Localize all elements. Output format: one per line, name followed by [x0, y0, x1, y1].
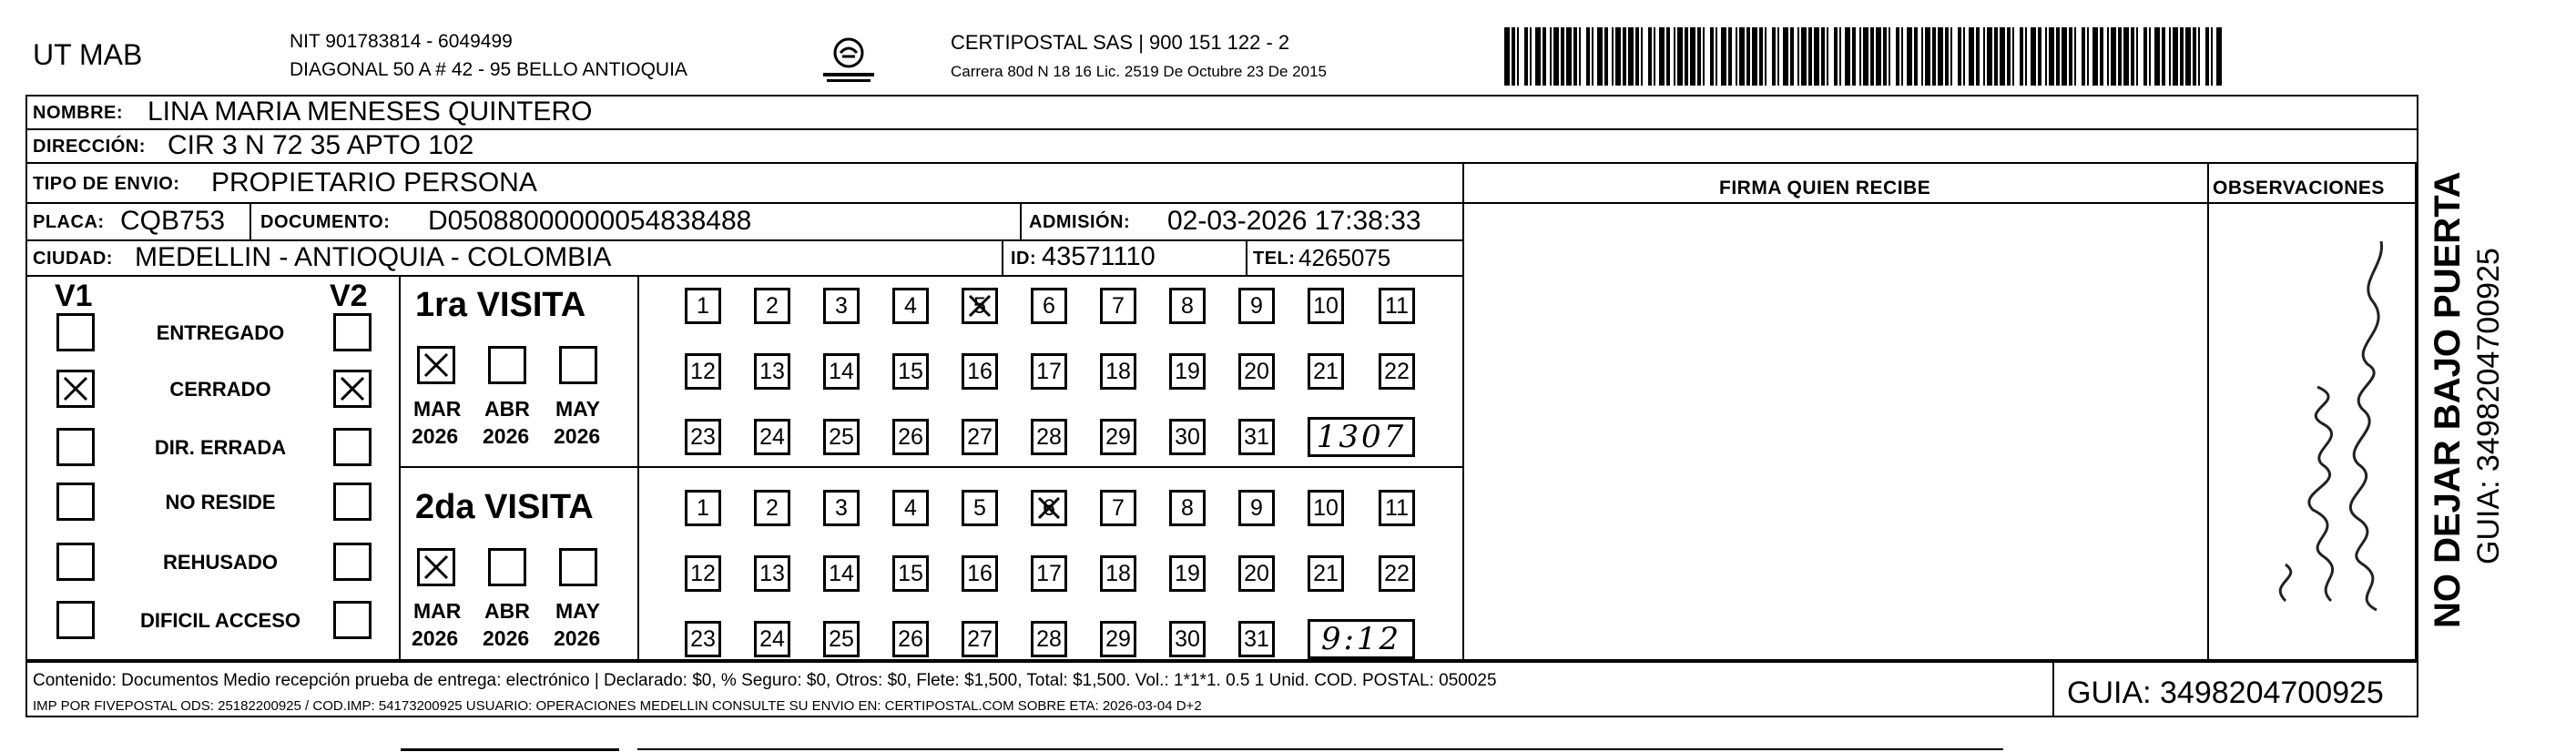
visit-day-number: 5: [973, 495, 986, 521]
row-divider: [25, 239, 1464, 241]
visit-day-number: 8: [1181, 495, 1194, 521]
recipient-name: LINA MARIA MENESES QUINTERO: [148, 97, 593, 127]
visit-year-label: 2026: [554, 626, 601, 650]
visit-day-box[interactable]: [892, 490, 929, 526]
visit-day-box[interactable]: [892, 288, 929, 324]
visit-day-box[interactable]: [962, 621, 998, 657]
visit-day-box[interactable]: [1031, 555, 1067, 592]
visit-day-box[interactable]: [1100, 419, 1136, 455]
visit-month-label: MAY: [555, 599, 600, 623]
visit-day-number: 12: [690, 359, 716, 384]
visit-day-number: 19: [1175, 561, 1200, 586]
visit-day-number: 1: [697, 293, 709, 319]
visit-day-box[interactable]: [823, 490, 860, 526]
footer-frame: [25, 661, 2418, 717]
visit-day-number: 28: [1036, 626, 1062, 652]
recipient-address: CIR 3 N 72 35 APTO 102: [168, 130, 474, 160]
visit-day-box[interactable]: [892, 621, 929, 657]
checkmark-x-icon: [1033, 493, 1064, 523]
cell-divider: [249, 202, 251, 239]
visit-day-box[interactable]: [754, 490, 790, 526]
cell-divider: [399, 466, 1464, 468]
sender-company: UT MAB: [33, 38, 143, 71]
handwritten-time: 1307: [1308, 417, 1415, 457]
visit-day-box[interactable]: [1379, 555, 1415, 592]
visit-month-checkbox[interactable]: [417, 346, 455, 384]
visit-day-number: 27: [967, 626, 993, 652]
status-v2-checkbox[interactable]: [333, 483, 372, 521]
barcode-bars: [1504, 27, 2229, 86]
visit-day-number: 23: [690, 626, 716, 652]
status-v2-checkbox[interactable]: [333, 370, 372, 408]
visit-year-label: 2026: [412, 626, 459, 650]
visit-day-number: 31: [1244, 626, 1269, 652]
status-v1-checkbox[interactable]: [56, 543, 95, 581]
visit-day-number: 19: [1175, 359, 1200, 384]
visit-title: 2da VISITA: [415, 488, 594, 526]
visit-month-checkbox[interactable]: [559, 346, 597, 384]
visit-day-number: 28: [1036, 424, 1062, 450]
visit-day-box[interactable]: [1031, 353, 1067, 390]
visit-day-number: 16: [967, 561, 993, 586]
visit-month-checkbox[interactable]: [559, 548, 597, 586]
visit-day-box[interactable]: [685, 490, 721, 526]
status-label: DIFICIL ACCESO: [139, 609, 300, 632]
visit-day-box[interactable]: [1169, 490, 1206, 526]
visit-day-box[interactable]: [1100, 621, 1136, 657]
visit-day-box[interactable]: [1379, 288, 1415, 324]
v1-header: V1: [55, 279, 93, 313]
visit-day-box[interactable]: [1100, 555, 1136, 592]
plate-value: CQB753: [120, 206, 226, 236]
visit-day-box[interactable]: [823, 419, 860, 455]
visit-month-checkbox[interactable]: [488, 346, 526, 384]
row-divider: [25, 202, 1464, 204]
visit-month-label: ABR: [484, 599, 530, 623]
name-label: NOMBRE:: [33, 103, 124, 123]
visit-day-number: 4: [904, 293, 917, 319]
document-value: D05088000000054838488: [428, 206, 752, 236]
status-label: CERRADO: [169, 378, 271, 401]
visit-day-box[interactable]: [1238, 555, 1275, 592]
visit-day-number: 7: [1112, 293, 1125, 319]
visit-day-number: 14: [829, 561, 854, 586]
visit-day-box[interactable]: [685, 353, 721, 390]
visit-day-box[interactable]: [823, 621, 860, 657]
visit-day-number: 23: [690, 424, 716, 450]
visit-day-box[interactable]: [823, 353, 860, 390]
visit-month-label: MAR: [413, 599, 462, 623]
signature-header: FIRMA QUIEN RECIBE: [1719, 178, 1931, 198]
plate-label: PLACA:: [33, 212, 105, 232]
visit-day-number: 16: [967, 359, 993, 384]
visit-day-box[interactable]: [1308, 490, 1344, 526]
visit-day-box[interactable]: [962, 353, 998, 390]
tel-label: TEL:: [1253, 249, 1296, 269]
visit-day-number: 18: [1105, 359, 1131, 384]
handwritten-time: 9:12: [1308, 619, 1415, 659]
checkmark-x-icon: [420, 349, 453, 381]
visit-day-box[interactable]: [685, 555, 721, 592]
visit-day-number: 17: [1036, 359, 1062, 384]
visit-day-box[interactable]: [754, 353, 790, 390]
cell-divider: [1002, 239, 1003, 275]
visit-day-box[interactable]: [962, 490, 998, 526]
status-v2-checkbox[interactable]: [333, 428, 372, 466]
visit-day-box[interactable]: [823, 288, 860, 324]
checkmark-x-icon: [420, 551, 453, 584]
status-v1-checkbox[interactable]: [56, 428, 95, 466]
visit-title: 1ra VISITA: [415, 286, 586, 324]
visit-day-number: 4: [904, 495, 917, 521]
visit-day-number: 22: [1384, 359, 1410, 384]
visit-day-number: 21: [1313, 359, 1339, 384]
status-v1-checkbox[interactable]: [56, 313, 95, 351]
visit-day-box[interactable]: [823, 555, 860, 592]
visit-day-number: 9: [1250, 495, 1263, 521]
visit-day-box[interactable]: [1169, 419, 1206, 455]
visit-year-label: 2026: [412, 424, 459, 448]
v2-header: V2: [330, 279, 368, 313]
cut-line: [401, 748, 619, 751]
sender-address: DIAGONAL 50 A # 42 - 95 BELLO ANTIOQUIA: [290, 59, 687, 80]
col-divider: [1462, 164, 1464, 661]
cell-divider: [637, 275, 639, 661]
certipostal-logo: [818, 33, 880, 86]
cut-line: [637, 748, 2003, 750]
visit-month-checkbox[interactable]: [488, 548, 526, 586]
visit-day-number: 2: [766, 293, 779, 319]
visit-day-number: 11: [1385, 293, 1409, 319]
visit-day-number: 6: [1043, 293, 1055, 319]
status-v2-checkbox[interactable]: [333, 543, 372, 581]
visit-day-number: 14: [829, 359, 854, 384]
status-label: NO RESIDE: [165, 491, 276, 513]
visit-day-number: 29: [1105, 626, 1131, 652]
visit-day-number: 30: [1175, 424, 1200, 450]
address-label: DIRECCIÓN:: [33, 137, 146, 157]
visit-day-box[interactable]: [1308, 353, 1344, 390]
checkmark-x-icon: [336, 372, 369, 405]
footer-contents: Contenido: Documentos Medio recepción prueba de entrega: electrónico | Declarado: $0, % Seguro: $0, Otros: $0, Flete: $1,500, Total: $1,500. Vol.: 1*1*1. 0.5 1 Unid. COD. POSTAL: 050025: [33, 671, 1497, 690]
type-label: TIPO DE ENVIO:: [33, 174, 180, 194]
visit-day-number: 10: [1313, 293, 1339, 319]
visit-day-number: 3: [835, 293, 848, 319]
visit-day-box[interactable]: [892, 555, 929, 592]
visit-day-number: 8: [1181, 293, 1194, 319]
visit-day-box[interactable]: [1238, 288, 1275, 324]
side-warning: NO DEJAR BAJO PUERTA: [2428, 171, 2468, 628]
visit-day-box[interactable]: [962, 555, 998, 592]
visit-day-box[interactable]: [1238, 621, 1275, 657]
visit-day-box[interactable]: [1031, 419, 1067, 455]
visit-day-number: 7: [1112, 495, 1125, 521]
visit-day-number: 1: [697, 495, 709, 521]
footer-print-info: IMP POR FIVEPOSTAL ODS: 25182200925 / COD.IMP: 54173200925 USUARIO: OPERACIONES MEDELLIN CONSULTE SU ENVIO EN: CERTIPOSTAL.COM SOBRE ETA: 2026-03-04 D+2: [33, 698, 1202, 714]
visit-day-number: 17: [1036, 561, 1062, 586]
visit-month-checkbox[interactable]: [417, 548, 455, 586]
visit-year-label: 2026: [483, 424, 530, 448]
visit-day-box[interactable]: [685, 621, 721, 657]
visit-day-box[interactable]: [1031, 288, 1067, 324]
visit-day-number: 11: [1385, 495, 1409, 521]
visit-day-number: 26: [898, 626, 923, 652]
footer-guide-number: GUIA: 3498204700925: [2067, 676, 2384, 710]
visit-day-number: 6: [1043, 495, 1055, 521]
visit-day-box[interactable]: [1169, 353, 1206, 390]
visit-day-number: 20: [1244, 561, 1269, 586]
id-label: ID:: [1011, 249, 1037, 269]
visit-day-number: 2: [766, 495, 779, 521]
visit-day-number: 25: [829, 424, 854, 450]
col-divider: [2415, 164, 2417, 661]
visit-day-number: 13: [759, 561, 785, 586]
status-v2-checkbox[interactable]: [333, 601, 372, 639]
visit-day-box[interactable]: [1100, 490, 1136, 526]
barcode: [1504, 27, 2229, 86]
visit-day-box[interactable]: [1100, 353, 1136, 390]
shipment-type: PROPIETARIO PERSONA: [211, 168, 537, 198]
city-value: MEDELLIN - ANTIOQUIA - COLOMBIA: [135, 242, 612, 272]
visit-day-number: 15: [898, 359, 923, 384]
visit-day-number: 24: [759, 424, 785, 450]
visit-day-number: 3: [835, 495, 848, 521]
row-divider: [25, 162, 2418, 164]
visit-day-box[interactable]: [892, 419, 929, 455]
visit-day-box[interactable]: [754, 288, 790, 324]
visit-day-number: 5: [973, 293, 986, 319]
visit-day-box[interactable]: [1379, 353, 1415, 390]
status-v1-checkbox[interactable]: [56, 483, 95, 521]
visit-year-label: 2026: [554, 424, 601, 448]
admission-label: ADMISIÓN:: [1029, 212, 1131, 232]
carrier-license: Carrera 80d N 18 16 Lic. 2519 De Octubre 23 De 2015: [951, 63, 1327, 80]
observation-handwriting: [2213, 218, 2404, 646]
carrier-name: CERTIPOSTAL SAS | 900 151 122 - 2: [951, 31, 1290, 54]
status-v1-checkbox[interactable]: [56, 370, 95, 408]
handwritten-note-icon: [2213, 218, 2404, 646]
status-v2-checkbox[interactable]: [333, 313, 372, 351]
status-label: ENTREGADO: [156, 321, 285, 344]
visit-day-number: 18: [1105, 561, 1131, 586]
visit-day-box[interactable]: [1169, 621, 1206, 657]
visit-day-number: 12: [690, 561, 716, 586]
id-value: 43571110: [1042, 242, 1156, 271]
visit-day-box[interactable]: [754, 419, 790, 455]
tel-value: 4265075: [1298, 244, 1391, 271]
visit-day-box[interactable]: [1308, 288, 1344, 324]
visit-year-label: 2026: [483, 626, 530, 650]
city-label: CIUDAD:: [33, 249, 113, 269]
visit-day-number: 13: [759, 359, 785, 384]
visit-day-box[interactable]: [1100, 288, 1136, 324]
sig-subheader-line: [1464, 202, 2415, 204]
visit-day-box[interactable]: [962, 288, 998, 324]
cell-divider: [399, 275, 401, 661]
visit-month-label: MAR: [413, 397, 462, 421]
visit-day-box[interactable]: [962, 419, 998, 455]
visit-day-box[interactable]: [892, 353, 929, 390]
visit-month-label: MAY: [555, 397, 600, 421]
status-label: DIR. ERRADA: [154, 436, 287, 459]
row-divider: [25, 275, 1464, 277]
visit-day-number: 22: [1384, 561, 1410, 586]
visit-day-number: 20: [1244, 359, 1269, 384]
visit-day-box[interactable]: [1238, 419, 1275, 455]
visit-day-number: 27: [967, 424, 993, 450]
visit-day-box[interactable]: [1238, 490, 1275, 526]
cell-divider: [1020, 202, 1022, 239]
visit-day-box[interactable]: [754, 555, 790, 592]
visit-day-box[interactable]: [1169, 555, 1206, 592]
col-divider: [2207, 164, 2209, 661]
visit-day-box[interactable]: [685, 288, 721, 324]
visit-day-number: 31: [1244, 424, 1269, 450]
visit-day-box[interactable]: [1031, 490, 1067, 526]
cell-divider: [1246, 239, 1247, 275]
sender-nit: NIT 901783814 - 6049499: [290, 31, 513, 52]
status-v1-checkbox[interactable]: [56, 601, 95, 639]
visit-day-number: 25: [829, 626, 854, 652]
visit-day-number: 15: [898, 561, 923, 586]
visit-day-box[interactable]: [685, 419, 721, 455]
status-label: REHUSADO: [163, 551, 278, 574]
visit-day-box[interactable]: [1169, 288, 1206, 324]
observations-header: OBSERVACIONES: [2213, 178, 2385, 198]
visit-day-number: 24: [759, 626, 785, 652]
visit-day-box[interactable]: [1238, 353, 1275, 390]
side-guide-number: GUIA: 3498204700925: [2471, 248, 2506, 564]
visit-month-label: ABR: [484, 397, 530, 421]
visit-day-box[interactable]: [1308, 555, 1344, 592]
visit-day-number: 29: [1105, 424, 1131, 450]
visit-day-box[interactable]: [1379, 490, 1415, 526]
visit-day-number: 26: [898, 424, 923, 450]
visit-day-box[interactable]: [1031, 621, 1067, 657]
visit-day-number: 30: [1175, 626, 1200, 652]
visit-day-number: 21: [1313, 561, 1339, 586]
checkmark-x-icon: [964, 290, 995, 321]
document-label: DOCUMENTO:: [260, 212, 391, 232]
visit-day-number: 10: [1313, 495, 1339, 521]
checkmark-x-icon: [59, 372, 92, 405]
visit-day-box[interactable]: [754, 621, 790, 657]
visit-day-number: 9: [1250, 293, 1263, 319]
certipostal-logo-icon: [818, 33, 880, 86]
admission-value: 02-03-2026 17:38:33: [1167, 206, 1421, 236]
